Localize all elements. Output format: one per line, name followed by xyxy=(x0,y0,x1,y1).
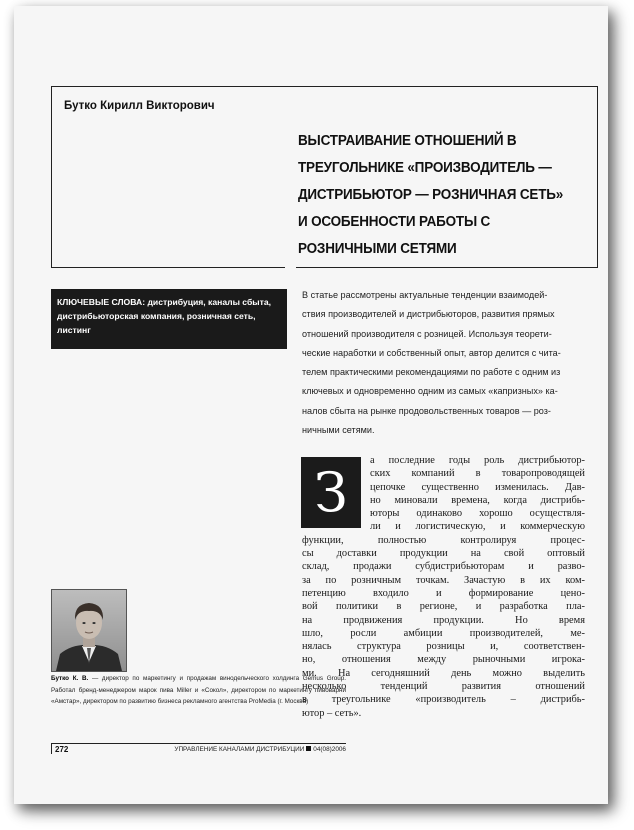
body-line: а последние годы роль дистрибьютор- xyxy=(370,455,585,466)
body-line: но миновали времена, когда дистрибь- xyxy=(370,494,585,506)
body-line: ли и логистическую, и коммерческую xyxy=(370,521,585,533)
body-line: петенцию входило и формирование цено- xyxy=(302,587,585,599)
title-line: ВЫСТРАИВАНИЕ ОТНОШЕНИЙ В xyxy=(298,133,517,149)
abstract-line: телем практическими рекомендациями по работе с одним из xyxy=(302,367,561,378)
page-number: 272 xyxy=(55,745,69,754)
author-bio xyxy=(51,673,346,708)
bio-text: — директор по маркетингу и продажам винодельческого холдинга Gemus Group. Работал бренд-менеджером марок пива Miller и «Сокол», директором по маркетингу пивоварни «Амстар», директором по развитию бизнеса рекламного агентства ProMedia (г. Москва) xyxy=(51,675,346,705)
abstract xyxy=(302,286,592,440)
abstract-line: ключевых и одновременно одним из самых «капризных» ка- xyxy=(302,386,558,397)
body-line: ютор – сеть». xyxy=(302,707,362,719)
drop-cap: З xyxy=(301,457,361,528)
body-line: функции, полностью контролируя процес- xyxy=(302,534,585,546)
footer-rule-tick xyxy=(51,743,52,754)
body-line: вой политики в регионе, и разработка пла- xyxy=(302,601,585,613)
keywords-box: КЛЮЧЕВЫЕ СЛОВА: дистрибуция, каналы сбыта, дистрибьюторская компания, розничная сеть, листинг xyxy=(51,289,287,349)
abstract-line: отношений производителя с розницей. Используя теорети- xyxy=(302,328,552,339)
title-line: ДИСТРИБЬЮТОР — РОЗНИЧНАЯ СЕТЬ» xyxy=(298,187,564,203)
body-line: шло, росли амбиции производителей, ме- xyxy=(302,627,585,639)
journal-issue: 04(08)2006 xyxy=(313,746,346,753)
abstract-line: В статье рассмотрены актуальные тенденции взаимодей- xyxy=(302,290,548,300)
bio-name: Бутко К. В. xyxy=(51,675,89,682)
journal-page xyxy=(14,6,608,804)
title-line: И ОСОБЕННОСТИ РАБОТЫ С xyxy=(298,214,491,230)
frame-border-bottom-left xyxy=(51,267,285,268)
abstract-line: ничными сетями. xyxy=(302,425,375,436)
journal-footer xyxy=(164,746,346,753)
body-line: за по розничным точкам. Зачастую в их ком- xyxy=(302,574,585,586)
body-line: нялась структура розницы и, соответствен- xyxy=(302,641,585,653)
author-photo xyxy=(51,589,127,672)
body-line: ских компаний в товаропроводящей xyxy=(370,468,585,480)
body-line: несколько тенденций развития отношений xyxy=(302,681,585,693)
body-line: склад, продажи субдистрибьюторам и разво- xyxy=(302,561,585,573)
journal-name: УПРАВЛЕНИЕ КАНАЛАМИ ДИСТРИБУЦИИ xyxy=(174,746,305,753)
body-line: на продвижения продукции. Но время xyxy=(302,614,585,626)
title-line: РОЗНИЧНЫМИ СЕТЯМИ xyxy=(298,241,457,257)
body-line: но, отношения между рыночными игрока- xyxy=(302,654,585,666)
frame-border-bottom-right xyxy=(296,267,597,268)
article-title xyxy=(298,128,588,263)
body-line: юторы одинаково хорошо осуществля- xyxy=(370,508,585,520)
abstract-line: ствия производителей и дистрибьюторов, развития прямых xyxy=(302,309,555,320)
footer-rule xyxy=(51,743,346,744)
title-line: ТРЕУГОЛЬНИКЕ «ПРОИЗВОДИТЕЛЬ — xyxy=(298,160,552,176)
body-line: в треугольнике «производитель – дистрибь- xyxy=(302,694,585,706)
abstract-line: ческие наработки и собственный опыт, автор делится с чита- xyxy=(302,347,561,358)
body-line: сы доставки продукции на свой оптовый xyxy=(302,548,585,560)
author-portrait-image xyxy=(52,590,126,671)
body-line: цепочке существенно изменилась. Дав- xyxy=(370,481,585,493)
square-bullet-icon xyxy=(306,746,311,751)
abstract-line: налов сбыта на рынке продовольственных товаров — роз- xyxy=(302,405,551,416)
body-line: ми. На сегодняшний день можно выделить xyxy=(302,667,585,679)
author-name: Бутко Кирилл Викторович xyxy=(64,100,215,112)
